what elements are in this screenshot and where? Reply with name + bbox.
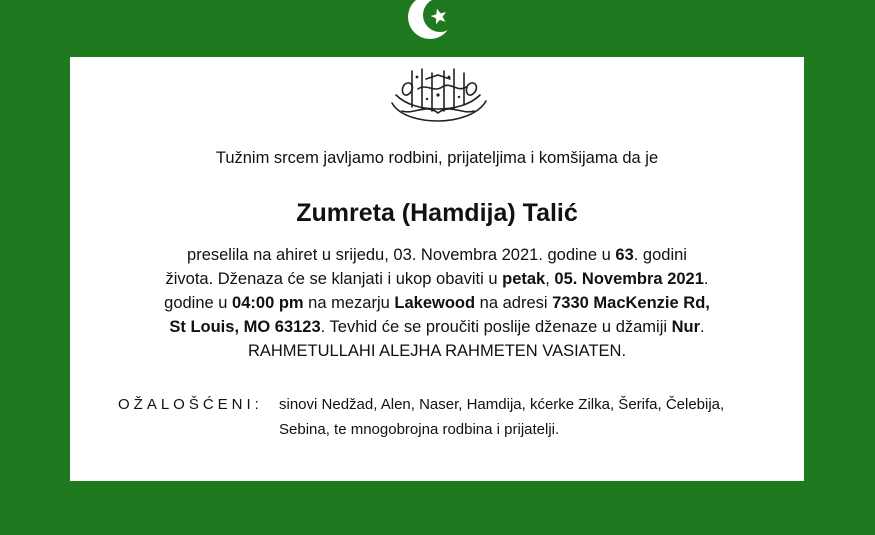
cemetery-name: Lakewood: [394, 294, 476, 312]
intro-text: Tužnim srcem javljamo rodbini, prijateljima i komšijama da je: [215, 149, 659, 167]
funeral-time: 04:00 pm: [232, 294, 304, 312]
body-line-3: godine u 04:00 pm na mezarju Lakewood na adresi 7330 MacKenzie Rd,: [164, 294, 710, 312]
body-line-2: života. Dženaza će se klanjati i ukop obaviti u petak, 05. Novembra 2021.: [165, 270, 709, 288]
address-city: St Louis, MO 63123: [169, 318, 321, 336]
age-value: 63: [615, 246, 634, 264]
body-line-5: RAHMETULLAHI ALEJHA RAHMETEN VASIATEN.: [247, 342, 627, 360]
body-line-1: preselila na ahiret u srijedu, 03. Novembra 2021. godine u 63. godini: [187, 246, 687, 264]
mourners-label: OŽALOŠĆENI:: [118, 396, 263, 413]
mourners-line-2: Sebina, te mnogobrojna rodbina i prijatelji.: [279, 421, 560, 438]
mourners-list: [279, 392, 779, 442]
mosque-name: Nur: [671, 318, 701, 336]
crescent-star-icon: [404, 0, 462, 50]
funeral-day: petak: [502, 270, 546, 288]
body-line-4: St Louis, MO 63123. Tevhid će se proučiti poslije dženaze u džamiji Nur.: [169, 318, 705, 336]
deceased-name: Zumreta (Hamdija) Talić: [296, 199, 578, 227]
announcement-body: [122, 243, 752, 363]
obituary-card: [70, 57, 804, 481]
arabic-calligraphy-icon: [382, 65, 494, 123]
mourners-line-1: sinovi Nedžad, Alen, Naser, Hamdija, kćerke Zilka, Šerifa, Čelebija,: [279, 396, 725, 413]
funeral-date: 05. Novembra 2021: [554, 270, 704, 288]
address-street: 7330 MacKenzie Rd,: [552, 294, 710, 312]
